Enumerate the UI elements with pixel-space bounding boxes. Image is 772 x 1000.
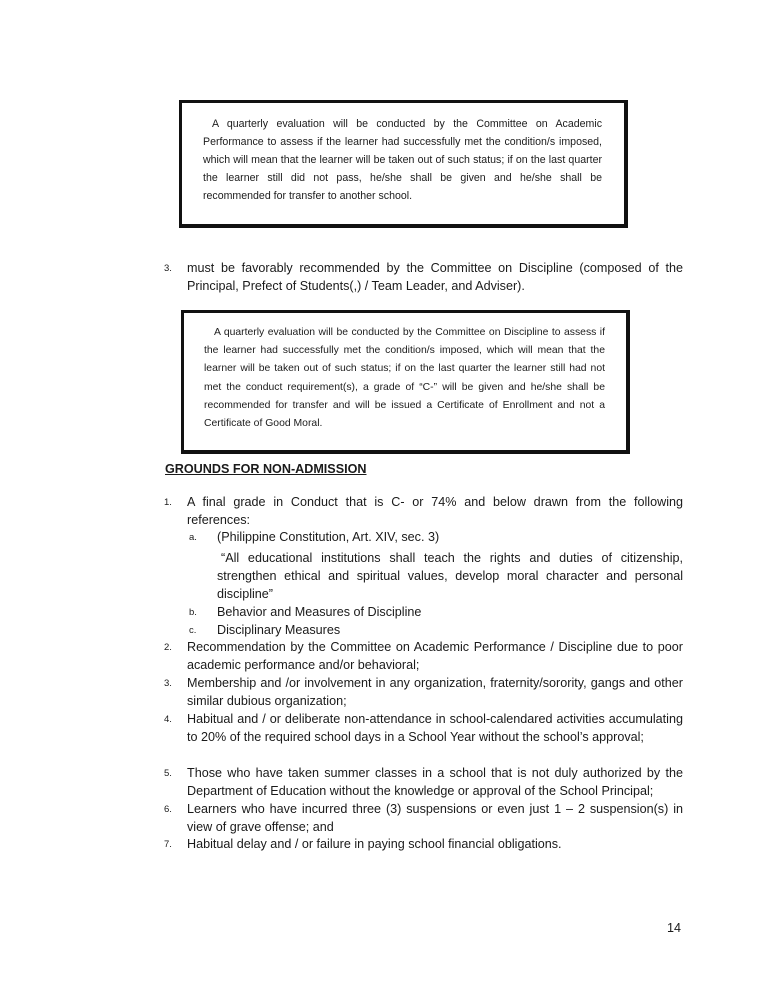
academic-evaluation-note-text: A quarterly evaluation will be conducted by the Committee on Academic Performance to assess if the learner had successfully met the condition/s imposed, which will mean that the learner will be taken out of such status; if on the last quarter the learner still did not pass, he/she shall be given and he/she shall be recommended for transfer to another school.: [203, 118, 602, 202]
page-number: 14: [667, 921, 682, 935]
list-number: 6.: [164, 804, 172, 815]
sub-letter: b.: [189, 607, 197, 618]
list-number: 1.: [164, 497, 172, 508]
sub-letter: a.: [189, 532, 197, 543]
list-text: Habitual and / or deliberate non-attendance in school-calendared activities accumulating to 20% of the required school days in a School Year without the school’s approval;: [187, 712, 683, 744]
list-text: Membership and /or involvement in any organization, fraternity/sorority, gangs and other similar dubious organization;: [187, 676, 683, 708]
list-number: 3.: [164, 263, 172, 274]
sub-text: Behavior and Measures of Discipline: [217, 605, 422, 619]
sub-text: (Philippine Constitution, Art. XIV, sec. 3): [217, 530, 440, 544]
list-number: 4.: [164, 714, 172, 725]
list-number: 5.: [164, 768, 172, 779]
list-text: Recommendation by the Committee on Academic Performance / Discipline due to poor academic performance and/or behavioral;: [187, 640, 683, 672]
constitution-quote: “All educational institutions shall teach the rights and duties of citizenship, strengthen ethical and spiritual values, develop moral character and personal discipline”: [217, 551, 683, 601]
list-text: A final grade in Conduct that is C- or 74% and below drawn from the following references:: [187, 495, 683, 527]
list-text: Those who have taken summer classes in a school that is not duly authorized by the Department of Education without the knowledge or approval of the School Principal;: [187, 766, 683, 798]
sub-letter: c.: [189, 625, 197, 636]
list-text: Habitual delay and / or failure in paying school financial obligations.: [187, 837, 562, 851]
academic-evaluation-note-box: [179, 100, 628, 228]
list-text: Learners who have incurred three (3) suspensions or even just 1 – 2 suspension(s) in view of grave offense; and: [187, 802, 683, 834]
list-number: 3.: [164, 678, 172, 689]
list-text: must be favorably recommended by the Committee on Discipline (composed of the Principal, Prefect of Students(,) / Team Leader, and Adviser).: [187, 261, 683, 293]
discipline-evaluation-note-box: [181, 310, 630, 454]
section-heading: GROUNDS FOR NON-ADMISSION: [165, 462, 367, 476]
list-number: 2.: [164, 642, 172, 653]
sub-text: Disciplinary Measures: [217, 623, 341, 637]
list-number: 7.: [164, 839, 172, 850]
discipline-evaluation-note-text: A quarterly evaluation will be conducted by the Committee on Discipline to assess if the learner had successfully met the condition/s imposed, which will mean that the learner will be taken out of such status; if on the last quarter the learner still had not met the conduct requirement(s), a grade of “C-” will be given and he/she shall be recommended for transfer and will be issued a Certificate of Enrollment and not a Certificate of Good Moral.: [204, 327, 605, 430]
